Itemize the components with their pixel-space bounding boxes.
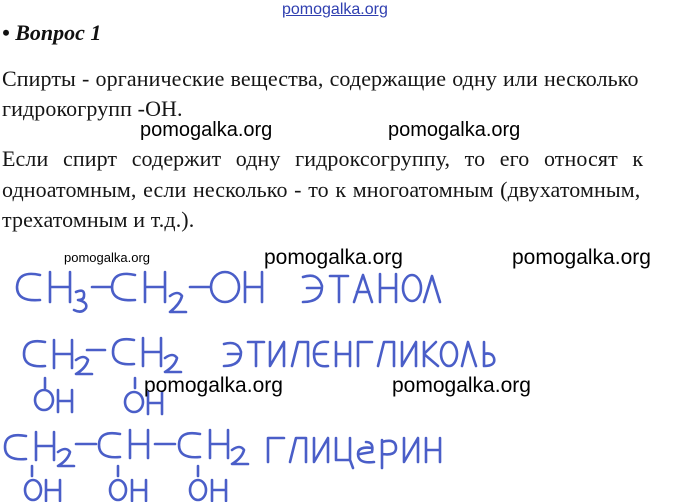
text-line-4: одноатомным, если несколько - то к многоатомным (двухатомным, [2, 177, 641, 202]
watermark-6: pomogalka.org [144, 374, 283, 397]
text-line-2: гидрокогрупп -ОН. [2, 96, 183, 121]
watermark-2: pomogalka.org [388, 119, 521, 141]
text-line-3: Если спирт содержит одну гидроксогруппу, то его относят к [2, 146, 644, 171]
text-line-5: трехатомным и т.д.). [2, 207, 195, 232]
question-title: • Вопрос 1 [2, 20, 102, 45]
watermark-7: pomogalka.org [392, 374, 531, 397]
top-watermark-link[interactable]: pomogalka.org [282, 1, 388, 18]
watermark-1: pomogalka.org [140, 119, 273, 141]
watermark-3: pomogalka.org [64, 250, 150, 265]
text-line-1: Спирты - органические вещества, содержащие одну или несколько [2, 66, 639, 91]
watermark-5: pomogalka.org [512, 246, 651, 269]
formula-ethanol [17, 272, 262, 312]
label-glycerol [268, 438, 440, 468]
formula-glycerol [5, 430, 248, 501]
label-ethanol [303, 274, 440, 302]
watermark-4: pomogalka.org [264, 246, 403, 269]
label-ethylene-glycol [224, 342, 494, 367]
handwritten-formulas-image [0, 250, 677, 502]
